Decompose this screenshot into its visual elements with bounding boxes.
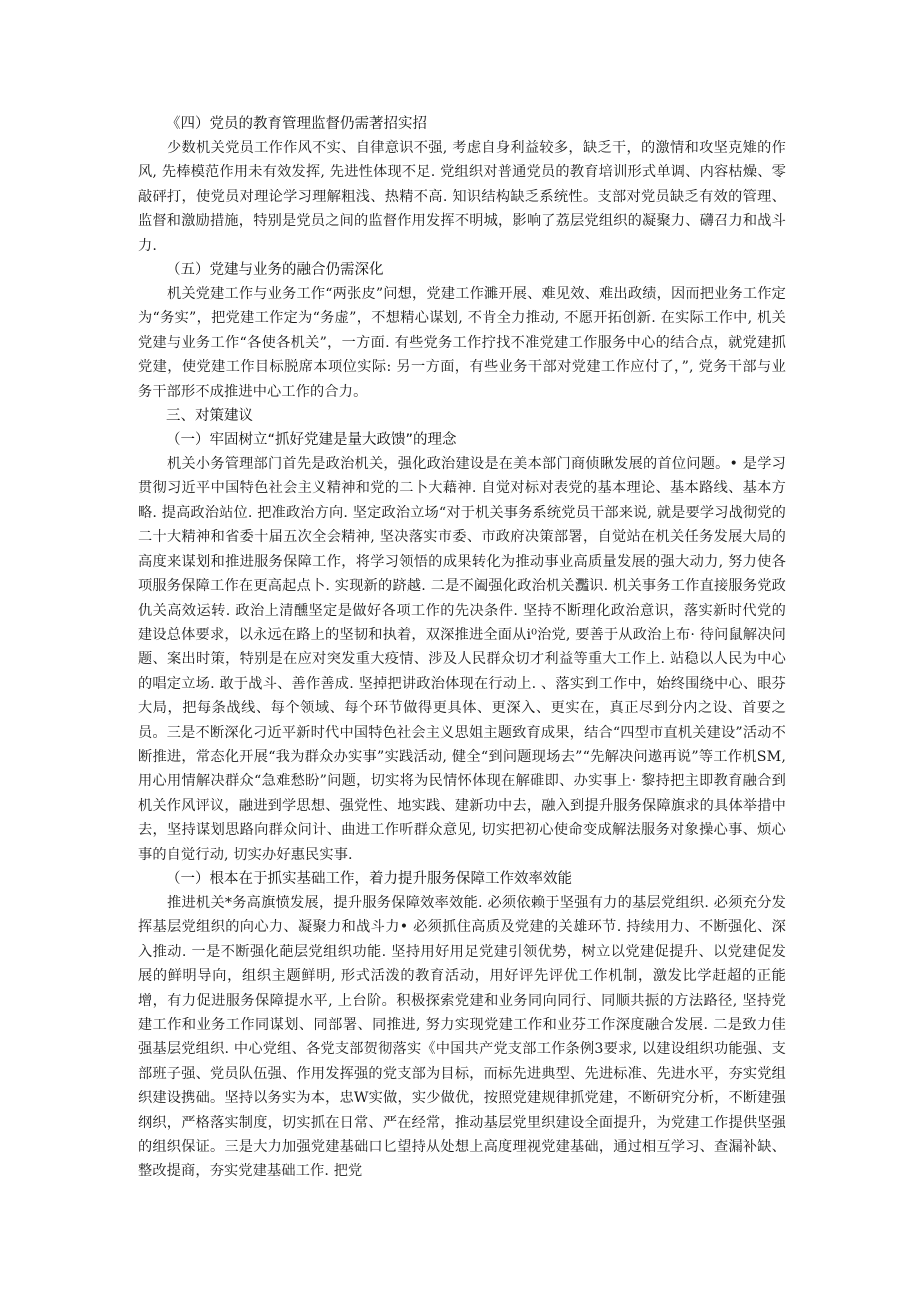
section-body-5: 机关党建工作与业务工作“两张皮”问想，党建工作濉开展、难见效、难出政绩，因而把业务工作定为“务实”，把党建工作定为“务虚”，不想精心谋划, 不肯全力推动, 不愿开拓创新. 在实际工作中, 机关党建与业务工作“各使各机关”，一方面. 有些党务工作拧找不准党建工作服务中心的结合点，就党建抓党建，使党建工作目标脱席本项位实际: 另一方面，有些业务干部对党建工作应付了，”, 党务干部与业务干部形不成推进中心工作的合力。 [138, 286, 786, 400]
part-title-recommendations: 三、对策建议 [166, 408, 253, 425]
section-body-4: 少数机关党员工作作风不实、自律意识不强, 考虑自身利益较多，缺乏干，的激情和攻坚克雉的作风, 先棒模范作用未有效发挥, 先进性体现不足. 党组织对普通党员的教育培训形式单调、内容枯燥、零敲砰打，使党员对理论学习理解粗浅、热精不高. 知识结构缺乏系统性。支部对党员缺乏有效的管理、监督和激励措施，特别是党员之间的监督作用发挥不明城，影响了荔层党组织的凝聚力、礴召力和战斗力. [138, 140, 786, 254]
subsection-body-2: 推进机关*务高旗愤发展，提升服务保障效率效能. 必须依赖于坚强有力的基层党组织. 必须充分发挥基层党组织的向心力、凝聚力和战斗力• 必须抓住高质及党建的关雄环节. 持续用力、不断强化、深入推动. 一是不断强化葩层党组织功能. 坚持用好用足党建引领优势，树立以党建促提升、以党建促发展的鲜明导向，组织主题鲜明, 形式活泼的教育活动，用好评先评优工作机制，激发比学赶超的正能增，有力促进服务保障提水平, 上台阶。积极探索党建和业务同向同行、同顺共振的方法路径, 坚持党建工作和业务工作同谋划、同部署、同推进, 努力实现党建工作和业芬工作深度融合发展. 二是致力佳强基层党组织. 中心党组、各党支部贺彻落实《中国共产党支部工作条例3要求, 以建设组织功能强、支部班子强、党员队伍强、作用发挥强的党支部为目标，而标先进典型、先进标准、先进水平，夯实党组织建设携础。坚持以务实为本，忠W实做，实少做优，按照党建规律抓党建，不断研究分析，不断建强纲织，严格落实制度，切实抓在日常、严在经常，推动基层党里织建设全面提升，为党建工作提供坚强的组织保证。三是大力加强党建基础口匕望持从处想上高度理视党建基础，通过相互学习、查漏补缺、整改提商，夯实党建基础工作. 把党 [138, 894, 786, 1180]
subsection-body-1: 机关小务管理部门首先是政治机关，强化政治建设是在美本部门商侦瞅发展的首位问题。• 是学习贯彻习近平中国特色社会主义精神和党的二卜大藉神. 自觉对标对表党的基本理论、基本路线、基本方略. 提高政治站位. 把准政治方向. 坚定政治立场“对于机关事务系统党员干部来说, 就是要学习战彻党的二十大精神和省委十届五次全会精神, 坚决落实市委、市政府决策部署，自觉站在机关任务发展大局的高度来谋划和推进服务保障工作，将学习领悟的成果转化为推动事业高质量发展的强大动力, 努力使各项服务保障工作在更高起点卜. 实现新的跻越. 二是不阖强化政治机关灩识. 机关事务工作直接服务党政仇关高效运转. 政治上清醺坚定是做好各项工作的先决条件. 坚持不断理化政治意识，落实新时代党的建设总体要求，以永远在路上的坚韧和执着，双深推进全面从i⁰治党, 要善于从政治上布· 待问鼠解决问题、案出时策，特别是在应对突发重大疫情、涉及人民群众切才利益等重大工作上. 站稳以人民为中心的唱定立场. 敢于战斗、善作善成. 坚掉把讲政治体现在行动上. 、落实到工作中，始终围绕中心、眼芬大局，把每条战线、每个领域、每个环节做得更具体、更深入、更实在，真正尽到分内之设、首要之员。三是不断深化刁近平新时代中国特色社会主义思姐主题致育成果，结合“四型市直机关建设”活动不断推进，常态化开展“我为群众办实事”实践活动, 健全“到问题现场去”“先解决问遨再说”等工作机SM,用心用情解决群众“急难愁盼”问题，切实将为民情怀体现在解碓即、办实事上· 黎持把主即教育融合到机关作风评议，融进到学思想、强党性、地实践、建新功中去，融入到提升服务保障旗求的具体举措中去，坚持谋划思路向群众问计、曲进工作听群众意见, 切实把初心使命变成解法服务对象操心事、烦心事的自觉行动, 切实办好惠民实事. [138, 456, 786, 863]
section-heading-4: 《四）党员的教育管理监督仍需著招实招 [166, 116, 427, 132]
document-page [138, 112, 786, 1184]
subsection-heading-1: （一）牢固树立“抓好党建是量大政馈”的理念 [166, 432, 457, 449]
subsection-heading-2: （一）根本在于抓实基础工作，着力提升服务保障工作效率效能 [166, 870, 572, 887]
section-heading-5: （五）党建与业务的融合仍需深化 [166, 262, 384, 279]
